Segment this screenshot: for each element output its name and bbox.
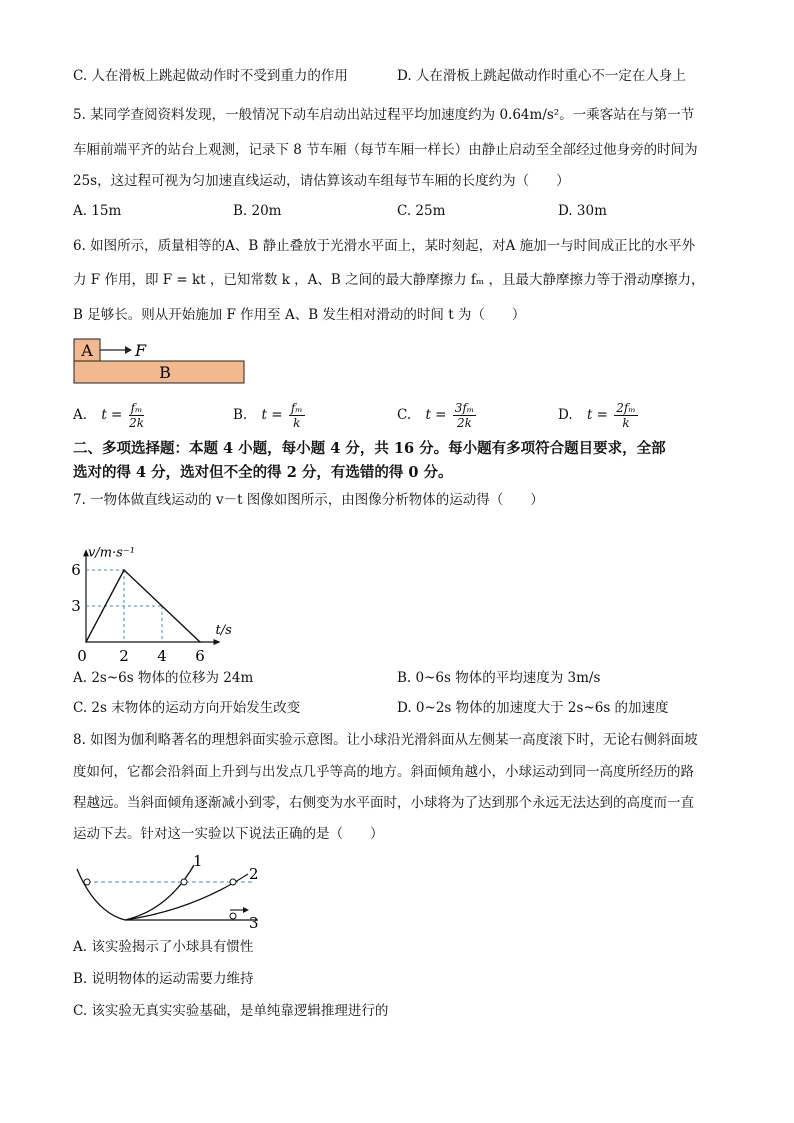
fraction	[614, 401, 637, 430]
label-2: 2	[249, 865, 259, 883]
denominator: k	[622, 416, 630, 430]
option-lhs: t =	[425, 407, 447, 423]
q5-option-c: C. 25m	[397, 203, 446, 219]
x-tick-label: 2	[119, 647, 129, 665]
option-lhs: t =	[261, 407, 283, 423]
option-label: D.	[558, 407, 573, 423]
numerator: 3fₘ	[454, 401, 475, 415]
q6-option-a	[73, 400, 144, 430]
q6-option-d	[558, 400, 638, 430]
q5-option-b: B. 20m	[233, 203, 282, 219]
q7-option-c: C. 2s 末物体的运动方向开始发生改变	[73, 700, 301, 716]
q7-option-b: B. 0~6s 物体的平均速度为 3m/s	[397, 670, 601, 686]
section-heading-line2: 选对的得 4 分，选对但不全的得 2 分，有选错的得 0 分。	[73, 464, 453, 481]
q7-vt-graph	[66, 512, 256, 665]
q6-stem-line1: 6. 如图所示，质量相等的A、B 静止叠放于光滑水平面上，某时刻起，对A 施加一与时间成正比的水平外	[73, 238, 696, 254]
q5-stem-line3: 25s，这过程可视为匀加速直线运动，请估算该动车组每节车厢的长度约为（ ）	[73, 173, 570, 189]
q8-stem-line1: 8. 如图为伽利略著名的理想斜面实验示意图。让小球沿光滑斜面从左侧某一高度滚下时，无论右侧斜面坡	[73, 732, 698, 748]
x-tick-label: 4	[157, 647, 167, 665]
force-label: F	[135, 341, 147, 360]
q6-stem-line3: B 足够长。则从开始施加 F 作用至 A、B 发生相对滑动的时间 t 为（ ）	[73, 307, 526, 323]
q6-stem-line2: 力 F 作用，即 F = kt ，已知常数 k ，A、B 之间的最大静摩擦力 fₘ ，且最大静摩擦力等于滑动摩擦力，	[73, 272, 705, 288]
y-axis-label: v/m·s⁻¹	[88, 545, 135, 561]
numerator: fₘ	[290, 401, 303, 415]
fraction	[289, 401, 305, 430]
option-lhs: t =	[101, 407, 123, 423]
option-label: C.	[397, 407, 412, 423]
block-a-label: A	[81, 341, 93, 360]
denominator: k	[293, 416, 301, 430]
arrowhead-plane-3	[243, 907, 249, 913]
fraction	[129, 401, 145, 430]
q5-stem-line1: 5. 某同学查阅资料发现，一般情况下动车启动出站过程平均加速度约为 0.64m/s²。一乘客站在与第一节	[73, 107, 695, 123]
x-axis-arrowhead	[214, 639, 221, 645]
fraction	[453, 401, 476, 430]
q8-stem-line2: 度如何，它都会沿斜面上升到与出发点几乎等高的地方。斜面倾角越小，小球运动到同一高度所经历的路	[73, 764, 694, 780]
label-3: 3	[249, 914, 259, 932]
q6-option-c	[397, 400, 476, 430]
option-lhs: t =	[586, 407, 608, 423]
q6-block-figure	[73, 338, 248, 386]
x-tick-label: 6	[195, 647, 205, 665]
label-1: 1	[193, 852, 203, 870]
q7-option-a: A. 2s~6s 物体的位移为 24m	[73, 670, 254, 686]
data-point	[199, 641, 201, 643]
q5-stem-line2: 车厢前端平齐的站台上观测，记录下 8 节车厢（每节车厢一样长）由静止启动至全部经过他身旁的时间为	[73, 142, 698, 158]
y-tick-label: 6	[71, 561, 81, 579]
ball-plane-3	[230, 913, 236, 919]
ball-start	[84, 879, 90, 885]
block-b-label: B	[159, 363, 171, 382]
denominator: 2k	[129, 416, 145, 430]
q8-incline-figure	[73, 852, 273, 932]
q8-stem-line3: 程越远。当斜面倾角逐渐减小到零，右侧变为水平面时，小球将为了达到那个永远无法达到的高度而一直	[73, 795, 694, 811]
left-curved-slope	[77, 869, 125, 920]
y-tick-label: 3	[71, 597, 81, 615]
option-label: A.	[73, 407, 88, 423]
ball-slope-1	[181, 879, 187, 885]
q6-option-b	[233, 400, 305, 430]
denominator: 2k	[457, 416, 472, 430]
q8-option-a: A. 该实验揭示了小球具有惯性	[73, 939, 254, 955]
q7-stem: 7. 一物体做直线运动的 v－t 图像如图所示，由图像分析物体的运动得（ ）	[73, 492, 544, 508]
q5-option-a: A. 15m	[73, 203, 122, 219]
q7-option-d: D. 0~2s 物体的加速度大于 2s~6s 的加速度	[397, 700, 669, 716]
data-point	[123, 569, 125, 571]
q8-option-b: B. 说明物体的运动需要力维持	[73, 971, 254, 987]
numerator: 2fₘ	[616, 401, 636, 415]
q8-stem-line4: 运动下去。针对这一实验以下说法正确的是（ ）	[73, 826, 384, 842]
ball-slope-2	[230, 879, 236, 885]
x-axis-label: t/s	[215, 623, 232, 638]
origin-label: 0	[77, 647, 87, 665]
q8-option-c: C. 该实验无真实实验基础，是单纯靠逻辑推理进行的	[73, 1003, 389, 1019]
q5-option-d: D. 30m	[558, 203, 607, 219]
slope-1	[125, 865, 194, 920]
q4-option-d: D. 人在滑板上跳起做动作时重心不一定在人身上	[397, 68, 686, 84]
data-point	[85, 641, 87, 643]
q4-option-c: C. 人在滑板上跳起做动作时不受到重力的作用	[73, 68, 348, 84]
section-heading-line1: 二、多项选择题：本题 4 小题，每小题 4 分，共 16 分。每小题有多项符合题目要求，全部	[73, 440, 666, 457]
force-arrowhead	[125, 346, 132, 354]
numerator: fₘ	[130, 401, 143, 415]
option-label: B.	[233, 407, 248, 423]
